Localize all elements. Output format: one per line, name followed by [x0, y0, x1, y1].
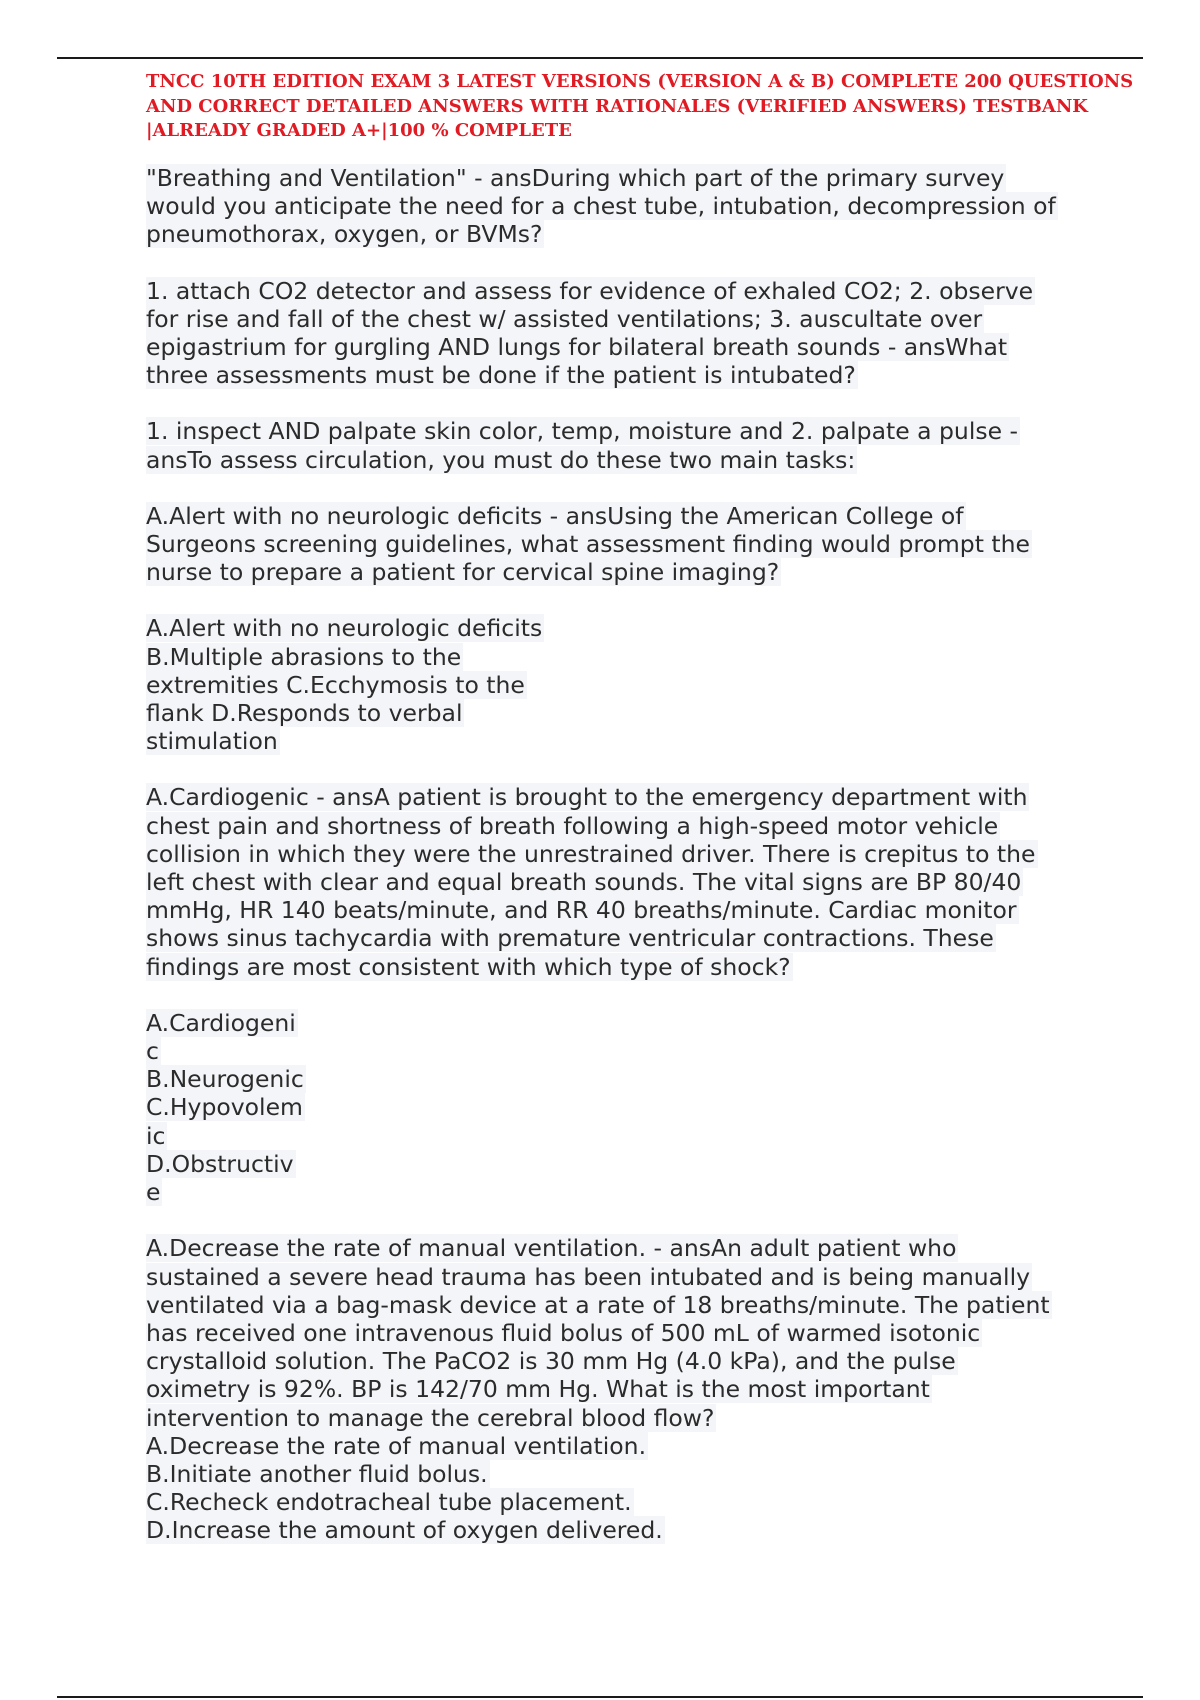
text-line: has received one intravenous fluid bolus of 500 mL of warmed isotonic — [146, 1318, 981, 1347]
qa-paragraph-shock — [146, 783, 1096, 980]
text-line: "Breathing and Ventilation" - ansDuring which part of the primary survey — [146, 164, 1005, 192]
text-line: A.Alert with no neurologic deficits — [146, 614, 543, 643]
text-line: C.Hypovolem — [146, 1093, 303, 1122]
text-line: 1. attach CO2 detector and assess for evidence of exhaled CO2; 2. observe — [146, 276, 1034, 305]
text-line: D.Obstructiv — [146, 1149, 294, 1178]
qa-paragraph-circulation — [146, 417, 1096, 473]
text-line: A.Decrease the rate of manual ventilation. - ansAn adult patient who — [146, 1234, 957, 1263]
qa-paragraph-head-trauma — [146, 1234, 1096, 1544]
text-line: shows sinus tachycardia with premature ventricular contractions. These — [146, 924, 994, 953]
document-body — [146, 164, 1096, 1545]
options-cspine — [146, 614, 1096, 755]
text-line: e — [146, 1178, 161, 1207]
text-line: intervention to manage the cerebral blood flow? — [146, 1403, 715, 1432]
title-line: TNCC 10TH EDITION EXAM 3 LATEST VERSIONS (VERSION A & B) COMPLETE 200 QUESTIONS — [146, 71, 1134, 92]
text-line: B.Multiple abrasions to the — [146, 642, 462, 671]
text-line: ventilated via a bag-mask device at a rate of 18 breaths/minute. The patient — [146, 1290, 1050, 1319]
document-title — [146, 70, 1134, 144]
text-line: epigastrium for gurgling AND lungs for bilateral breath sounds - ansWhat — [146, 333, 1008, 362]
text-line: for rise and fall of the chest w/ assisted ventilations; 3. auscultate over — [146, 304, 983, 333]
qa-paragraph-breathing — [146, 164, 1096, 249]
text-line: c — [146, 1037, 159, 1066]
text-line: stimulation — [146, 727, 278, 756]
text-line: nurse to prepare a patient for cervical spine imaging? — [146, 558, 780, 587]
text-line: A.Cardiogeni — [146, 1008, 296, 1037]
text-line: three assessments must be done if the patient is intubated? — [146, 361, 856, 390]
text-line: crystalloid solution. The PaCO2 is 30 mm Hg (4.0 kPa), and the pulse — [146, 1347, 956, 1376]
top-rule — [57, 57, 1143, 59]
title-line: AND CORRECT DETAILED ANSWERS WITH RATIONALES (VERIFIED ANSWERS) TESTBANK — [146, 95, 1088, 117]
text-line: oximetry is 92%. BP is 142/70 mm Hg. What is the most important — [146, 1375, 930, 1404]
qa-paragraph-cspine — [146, 502, 1096, 587]
text-line: ic — [146, 1121, 166, 1150]
text-line: C.Recheck endotracheal tube placement. — [146, 1488, 632, 1517]
qa-paragraph-intubation — [146, 277, 1096, 390]
text-line: B.Initiate another fluid bolus. — [146, 1459, 488, 1488]
text-line: Surgeons screening guidelines, what assessment finding would prompt the — [146, 530, 1030, 559]
text-line: would you anticipate the need for a chest tube, intubation, decompression of — [146, 192, 1056, 221]
title-line: |ALREADY GRADED A+|100 % COMPLETE — [146, 120, 572, 141]
text-line: left chest with clear and equal breath sounds. The vital signs are BP 80/40 — [146, 868, 1022, 897]
text-line: chest pain and shortness of breath following a high-speed motor vehicle — [146, 811, 999, 840]
text-line: B.Neurogenic — [146, 1065, 304, 1094]
text-line: A.Cardiogenic - ansA patient is brought to the emergency department with — [146, 783, 1028, 812]
bottom-rule — [57, 1696, 1143, 1698]
text-line: A.Alert with no neurologic deficits - ansUsing the American College of — [146, 501, 964, 530]
text-line: flank D.Responds to verbal — [146, 699, 463, 728]
text-line: extremities C.Ecchymosis to the — [146, 670, 525, 699]
options-shock — [146, 1009, 1096, 1206]
text-line: mmHg, HR 140 beats/minute, and RR 40 breaths/minute. Cardiac monitor — [146, 896, 1017, 925]
text-line: collision in which they were the unrestrained driver. There is crepitus to the — [146, 839, 1036, 868]
text-line: sustained a severe head trauma has been intubated and is being manually — [146, 1262, 1031, 1291]
text-line: A.Decrease the rate of manual ventilation. — [146, 1431, 647, 1460]
text-line: 1. inspect AND palpate skin color, temp, moisture and 2. palpate a pulse - — [146, 417, 1019, 446]
text-line: D.Increase the amount of oxygen delivered. — [146, 1516, 663, 1545]
text-line: pneumothorax, oxygen, or BVMs? — [146, 220, 543, 249]
text-line: findings are most consistent with which type of shock? — [146, 952, 791, 981]
text-line: ansTo assess circulation, you must do these two main tasks: — [146, 445, 856, 474]
